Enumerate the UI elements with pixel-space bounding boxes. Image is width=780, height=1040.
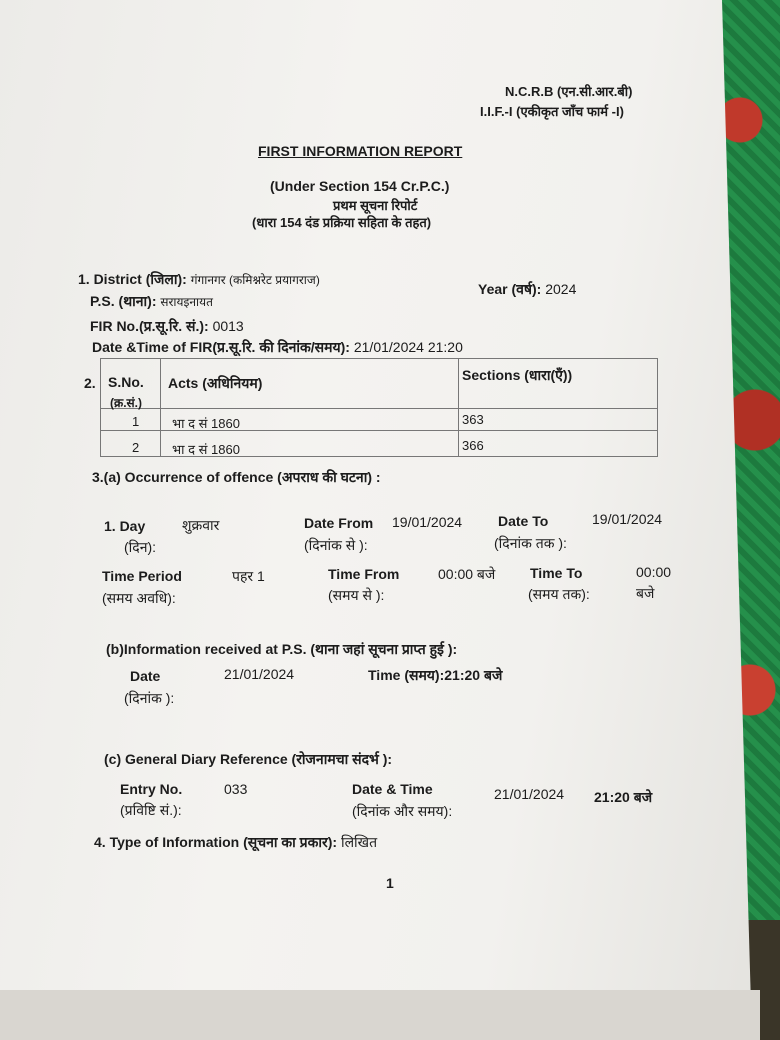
entry-no-hindi: (प्रविष्टि सं.): [120,802,182,818]
fir-label: FIR No.(प्र.सू.रि. सं.): [90,318,209,334]
table-border [160,358,161,456]
district-row [78,270,320,289]
report-title: FIRST INFORMATION REPORT [258,143,463,159]
time-from-value: 00:00 बजे [438,566,496,582]
day-value: शुक्रवार [182,517,220,533]
header-acts: Acts (अधिनियम) [168,375,263,391]
info-received-heading: (b)Information received at P.S. (थाना जहां सूचना प्राप्त हुई ): [106,641,458,657]
hindi-title: प्रथम सूचना रिपोर्ट [333,198,418,213]
type-info-label: 4. Type of Information (सूचना का प्रकार): [94,834,338,850]
gd-heading: (c) General Diary Reference (रोजनामचा संदर्भ ): [104,751,393,767]
table-border [100,408,658,409]
day-hindi: (दिन): [124,539,157,555]
info-time: Time (समय):21:20 बजे [368,667,503,683]
time-to-hindi: (समय तक): [528,586,590,602]
row-1-section: 363 [462,412,484,427]
time-to-label: Time To [530,565,583,581]
entry-no-label: Entry No. [120,781,183,797]
row-2-sno: 2 [132,440,140,455]
acts-table [100,358,658,458]
fir-datetime-label: Date &Time of FIR(प्र.सू.रि. की दिनांक/समय): [92,339,350,355]
row-1-act: भा द सं 1860 [172,416,240,431]
year-row [478,280,576,299]
date-to-hindi: (दिनांक तक ): [494,535,567,551]
header-sno-hindi: (क्र.सं.) [110,396,142,410]
district-value: गंगानगर (कमिश्नरेट प्रयागराज) [190,273,320,287]
time-to-suffix: बजे [636,585,655,601]
info-date-label: Date [130,668,161,684]
row-2-section: 366 [462,438,484,453]
fir-datetime-value: 21/01/2024 21:20 [353,339,463,355]
table-border [100,358,101,456]
fir-row [90,317,244,336]
iif-code: I.I.F.-I (एकीकृत जाँच फार्म -I) [480,104,624,119]
row-2-act: भा द सं 1860 [172,442,240,457]
date-from-hindi: (दिनांक से ): [304,537,368,553]
table-border [657,358,658,456]
ps-row [90,292,213,311]
gd-datetime-hindi: (दिनांक और समय): [352,803,453,819]
district-label: 1. District (जिला): [78,271,187,287]
time-period-label: Time Period [102,568,182,584]
date-from-value: 19/01/2024 [392,514,463,530]
date-to-label: Date To [498,513,549,529]
type-info-value: लिखित [340,834,378,850]
section-2-number: 2. [84,375,96,391]
header-sections: Sections (धारा(एँ)) [462,367,573,383]
hindi-section: (धारा 154 दंड प्रक्रिया सहिता के तहत) [252,215,432,230]
ps-label: P.S. (थाना): [90,293,157,309]
time-from-label: Time From [328,566,400,582]
under-section: (Under Section 154 Cr.P.C.) [270,178,450,194]
day-label: 1. Day [104,518,146,534]
header-sno: S.No. [108,374,144,390]
type-info-row [94,833,377,852]
year-value: 2024 [545,281,577,297]
entry-no-value: 033 [224,781,248,797]
gd-datetime-label: Date & Time [352,781,433,797]
info-date-hindi: (दिनांक ): [124,690,175,706]
ncrb-code: N.C.R.B (एन.सी.आर.बी) [505,84,633,99]
gd-date-value: 21/01/2024 [494,786,565,802]
year-label: Year (वर्ष): [478,281,542,297]
table-border [100,358,658,359]
info-date-value: 21/01/2024 [224,666,295,682]
table-border [458,358,459,456]
page-number: 1 [386,875,394,891]
date-from-label: Date From [304,515,374,531]
fir-value: 0013 [212,318,244,334]
time-period-hindi: (समय अवधि): [102,590,176,606]
date-to-value: 19/01/2024 [592,511,663,527]
page-bottom-edge [0,990,760,1040]
row-1-sno: 1 [132,414,140,429]
occurrence-heading: 3.(a) Occurrence of offence (अपराध की घटना) : [92,469,381,485]
ps-value: सरायइनायत [160,295,213,309]
gd-time-value: 21:20 बजे [594,789,653,805]
time-from-hindi: (समय से ): [328,587,385,603]
time-to-value: 00:00 [636,564,672,580]
time-period-value: पहर 1 [232,568,265,584]
fir-datetime-row [92,338,463,357]
